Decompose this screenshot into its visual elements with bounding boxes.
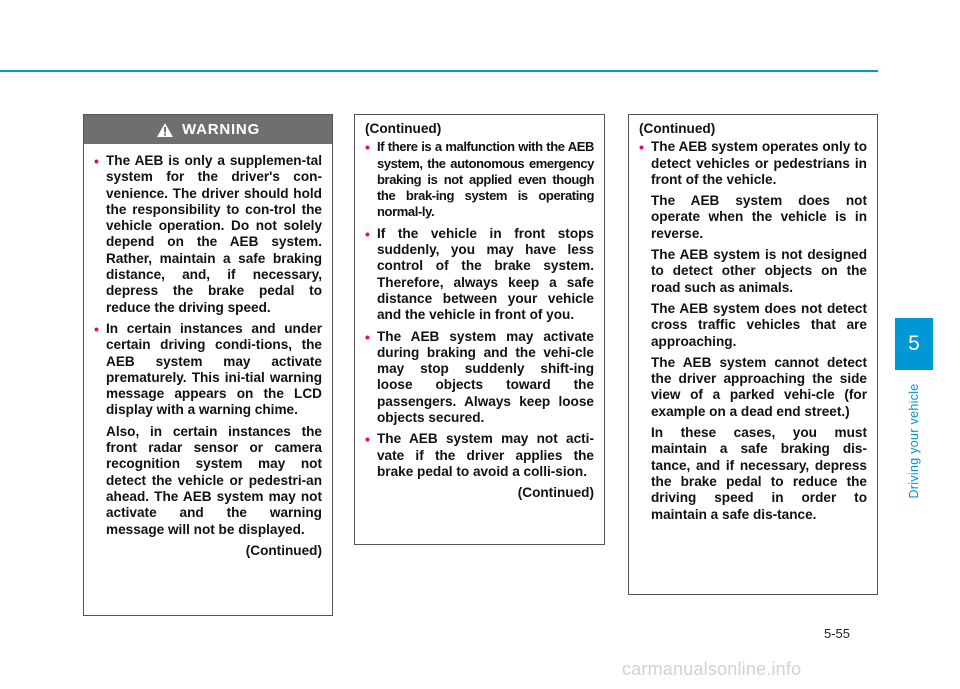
watermark: carmanualsonline.info: [622, 659, 802, 679]
bullet-icon: •: [94, 320, 99, 337]
continued-label: (Continued): [517, 485, 594, 501]
paragraph: The AEB system is not designed to detect other objects on the road such as animals.: [651, 247, 867, 295]
warning-title: WARNING: [181, 121, 261, 138]
page-number: 5-55: [824, 626, 851, 641]
list-item-text: The AEB system may activate during braking and the vehi-cle may stop suddenly shift-ing loose objects toward the passengers. Always keep loose objects secured.: [377, 328, 594, 426]
bullet-icon: •: [94, 153, 99, 169]
paragraph: The AEB system does not detect cross traffic vehicles that are approaching.: [651, 300, 867, 349]
paragraph: In these cases, you must maintain a safe braking dis-tance, and if necessary, depress the brake pedal to reduce the driving speed in order to maintain a safe dis-tance.: [651, 425, 867, 522]
box-3-content: [629, 115, 877, 523]
header-rule: [0, 70, 878, 72]
paragraph: The AEB system cannot detect the driver approaching the side view of a parked vehi-cle (for example on a dead end street.): [651, 354, 867, 419]
list-item: [365, 431, 594, 480]
continued-heading: (Continued): [639, 121, 716, 136]
bullet-icon: •: [639, 139, 644, 156]
bullet-icon: •: [365, 328, 370, 345]
bullet-icon: •: [365, 225, 370, 242]
continued-box-2: [354, 114, 605, 545]
paragraph: The AEB system does not operate when the vehicle is in reverse.: [651, 193, 867, 241]
bullet-icon: •: [365, 139, 370, 156]
bullet-icon: •: [365, 431, 370, 448]
warning-box: [83, 114, 333, 616]
list-item: [365, 329, 594, 427]
chapter-title: Driving your vehicle: [907, 383, 921, 499]
list-item-text: The AEB system operates only to detect vehicles or pedestrians in front of the vehicle.: [651, 139, 867, 187]
list-item: [365, 226, 594, 324]
warning-header: [84, 115, 332, 144]
warning-triangle-icon: [156, 122, 174, 138]
list-item-text: In certain instances and under certain driving condi-tions, the AEB system may activate prematurely. This ini-tial warning message appears on the LCD display with a warning chime.: [106, 320, 322, 418]
list-item-text: The AEB is only a supplemen-tal system for the driver's con-venience. The driver should hold the responsibility to con-trol the vehicle operation. Do not solely depend on the AEB system. Rather, maintain a safe braking distance, and, if necessary, depress the brake pedal to reduce the driving speed.: [106, 153, 322, 315]
warning-content: [84, 144, 332, 559]
continued-heading: (Continued): [365, 121, 442, 136]
list-item-text: The AEB system may not acti-vate if the driver applies the brake pedal to avoid a colli-sion.: [377, 431, 594, 479]
list-item: [94, 321, 322, 419]
list-item-text: If the vehicle in front stops suddenly, you may have less control of the brake system. Therefore, always keep a safe distance between your vehicle and the vehicle in front of you.: [377, 225, 594, 323]
box-2-content: [355, 115, 604, 502]
list-item: [639, 139, 867, 188]
chapter-number-tab: [895, 318, 933, 370]
continued-label: (Continued): [245, 542, 322, 558]
chapter-number: 5: [908, 332, 920, 355]
list-item: [365, 139, 594, 220]
chapter-title-label: [896, 381, 932, 501]
paragraph: Also, in certain instances the front radar sensor or camera recognition system may not detect the vehicle or pedestri-an ahead. The AEB system may not activate and the warning message will not be displayed.: [106, 423, 322, 537]
list-item: [94, 153, 322, 316]
list-item-text: If there is a malfunction with the AEB system, the autonomous emergency braking is not applied even though the brak-ing system is operating normal-ly.: [377, 139, 594, 220]
continued-box-3: [628, 114, 878, 595]
